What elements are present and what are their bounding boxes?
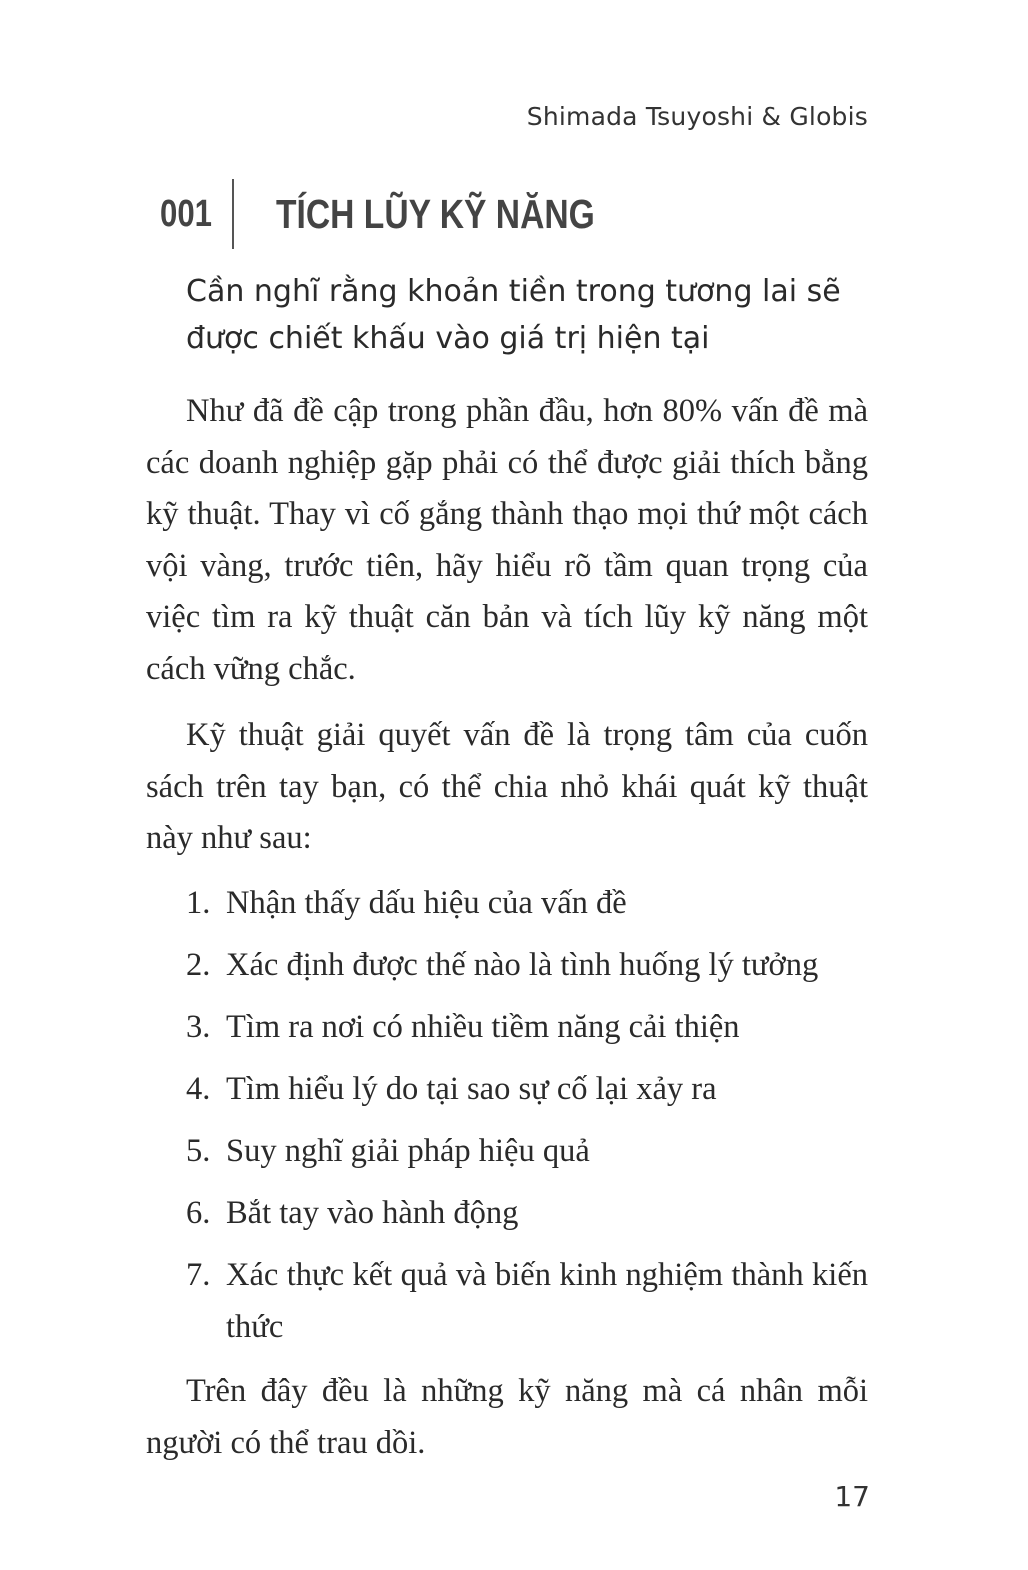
list-item xyxy=(146,1064,868,1116)
running-header: Shimada Tsuyoshi & Globis xyxy=(526,102,868,131)
chapter-subtitle: Cần nghĩ rằng khoản tiền trong tương lai sẽ được chiết khấu vào giá trị hiện tại xyxy=(186,274,841,356)
list-item xyxy=(146,1002,868,1054)
chapter-heading xyxy=(160,178,665,250)
body-paragraph-1: Như đã đề cập trong phần đầu, hơn 80% vấn đề mà các doanh nghiệp gặp phải có thể được giải thích bằng kỹ thuật. Thay vì cố gắng thành thạo mọi thứ một cách vội vàng, trước tiên, hãy hiểu rõ tầm quan trọng của việc tìm ra kỹ thuật căn bản và tích lũy kỹ năng một cách vững chắc. xyxy=(146,393,868,687)
chapter-title: TÍCH LŨY KỸ NĂNG xyxy=(276,190,595,237)
step-text: Xác thực kết quả và biến kinh nghiệm thành kiến thức xyxy=(226,1257,868,1345)
step-number: 5. xyxy=(186,1133,211,1169)
step-number: 3. xyxy=(186,1009,211,1045)
step-text: Tìm ra nơi có nhiều tiềm năng cải thiện xyxy=(226,1009,740,1045)
step-text: Bắt tay vào hành động xyxy=(226,1195,519,1231)
step-text: Nhận thấy dấu hiệu của vấn đề xyxy=(226,885,627,921)
step-number: 6. xyxy=(186,1195,211,1231)
page-number: 17 xyxy=(834,1480,870,1513)
list-item xyxy=(146,1188,868,1240)
step-number: 4. xyxy=(186,1071,211,1107)
step-text: Suy nghĩ giải pháp hiệu quả xyxy=(226,1133,590,1169)
list-item xyxy=(146,1126,868,1178)
body-paragraph-2: Kỹ thuật giải quyết vấn đề là trọng tâm của cuốn sách trên tay bạn, có thể chia nhỏ khái quát kỹ thuật này như sau: xyxy=(146,717,868,856)
step-number: 7. xyxy=(186,1257,211,1293)
list-item xyxy=(146,1250,868,1353)
list-item xyxy=(146,878,868,930)
step-text: Xác định được thế nào là tình huống lý tưởng xyxy=(226,947,819,983)
chapter-divider xyxy=(232,179,234,249)
step-number: 1. xyxy=(186,885,211,921)
step-text: Tìm hiểu lý do tại sao sự cố lại xảy ra xyxy=(226,1071,717,1107)
steps-list xyxy=(146,878,868,1364)
body-paragraph-3: Trên đây đều là những kỹ năng mà cá nhân mỗi người có thể trau dồi. xyxy=(146,1373,868,1461)
step-number: 2. xyxy=(186,947,211,983)
list-item xyxy=(146,940,868,992)
chapter-number: 001 xyxy=(160,192,212,235)
